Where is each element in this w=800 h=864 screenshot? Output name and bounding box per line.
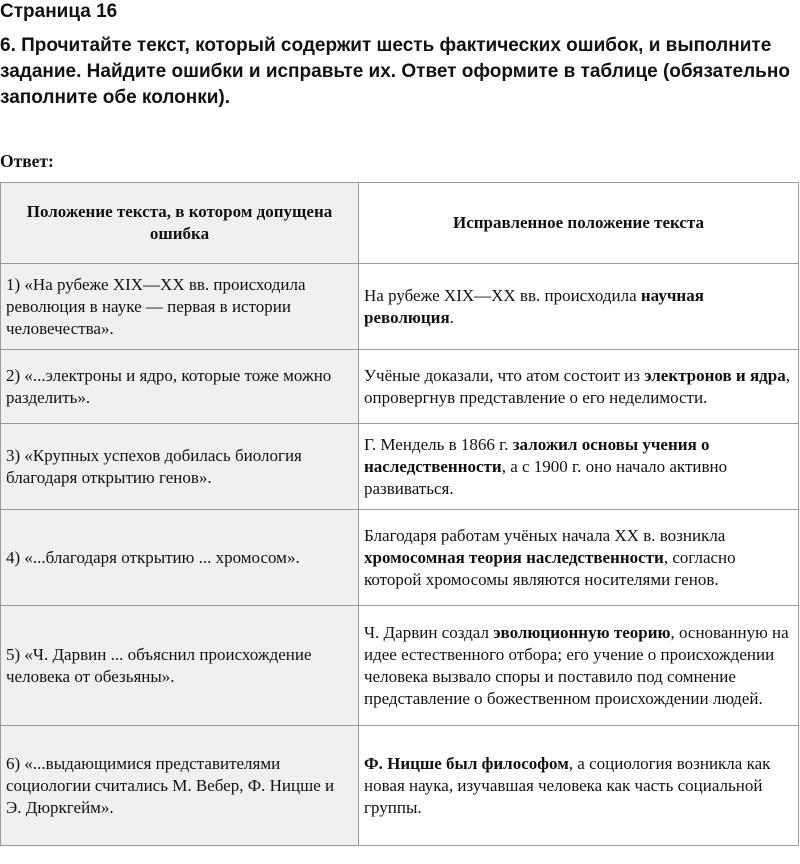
correction-text: , а с 1900 г. оно начало активно развиваться.: [364, 456, 728, 498]
correction-cell: [359, 350, 799, 424]
correction-cell: [359, 606, 799, 726]
correction-key-phrase: заложил основы учения о наследственности: [364, 434, 710, 476]
correction-cell: [359, 510, 799, 606]
correction-key-phrase: электронов и ядра: [644, 365, 786, 385]
column-header-correction: Исправленное положение текста: [359, 183, 799, 264]
correction-cell: [359, 264, 799, 350]
correction-key-phrase: научная революция: [364, 285, 704, 327]
error-cell: 3) «Крупных успехов добилась биология благодаря открытию генов».: [1, 424, 359, 510]
answer-table: [0, 182, 799, 846]
error-cell: 5) «Ч. Дарвин ... объяснил происхождение человека от обезьяны».: [1, 606, 359, 726]
correction-text: , опровергнув представление о его неделимости.: [364, 365, 790, 407]
correction-cell: [359, 726, 799, 846]
task-statement: 6. Прочитайте текст, который содержит шесть фактических ошибок, и выполните задание. Найдите ошибки и исправьте их. Ответ оформите в таблице (обязательно заполните обе колонки).: [0, 35, 790, 108]
correction-text: , а социология возникла как новая наука, изучавшая человека как часть социальной группы.: [364, 753, 771, 817]
error-cell: 4) «...благодаря открытию ... хромосом».: [1, 510, 359, 606]
page-title: Страница 16: [0, 1, 118, 22]
table-row: [1, 726, 799, 846]
correction-text: Благодаря работам учёных начала XX в. возникла: [364, 525, 726, 545]
correction-text: Ч. Дарвин создал: [364, 622, 494, 642]
table-row: [1, 350, 799, 424]
table-row: [1, 510, 799, 606]
correction-key-phrase: Ф. Ницше был философом: [364, 753, 569, 773]
correction-text: .: [449, 307, 454, 327]
error-cell: 6) «...выдающимися представителями социологии считались М. Вебер, Ф. Ницше и Э. Дюркгейм».: [1, 726, 359, 846]
answer-label: Ответ:: [0, 151, 54, 171]
correction-cell: [359, 424, 799, 510]
correction-key-phrase: эволюционную теорию: [493, 622, 671, 642]
correction-text: На рубеже XIX—XX вв. происходила: [364, 285, 641, 305]
table-row: [1, 264, 799, 350]
error-cell: 2) «...электроны и ядро, которые тоже можно разделить».: [1, 350, 359, 424]
correction-text: , согласно которой хромосомы являются носителями генов.: [364, 547, 736, 589]
table-row: [1, 424, 799, 510]
table-row: [1, 606, 799, 726]
correction-text: , основанную на идее естественного отбора; его учение о происхождении человека вызвало споры и поставило под сомнение представление о божественном происхождении людей.: [364, 622, 789, 708]
table-header-row: [1, 183, 799, 264]
correction-key-phrase: хромосомная теория наследственности: [364, 547, 664, 567]
correction-text: Г. Мендель в 1866 г.: [364, 434, 513, 454]
column-header-error: Положение текста, в котором допущена ошибка: [1, 183, 359, 264]
correction-text: Учёные доказали, что атом состоит из: [364, 365, 645, 385]
error-cell: 1) «На рубеже XIX—XX вв. происходила революция в науке — первая в истории человечества».: [1, 264, 359, 350]
